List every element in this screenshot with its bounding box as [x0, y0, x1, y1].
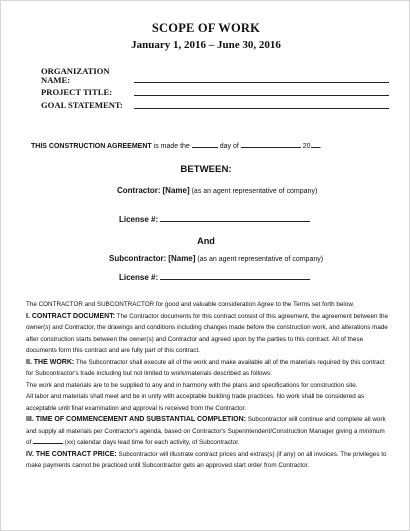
organization-label-line2: NAME:	[41, 75, 71, 85]
subcontractor-line	[109, 254, 323, 263]
section-the-work	[26, 357, 388, 380]
contractor-license-line	[119, 213, 310, 224]
section-2-paragraph-3: All labor and materials shall meet and be in unity with acceptable building trade practices. No work shall be considered as acceptable until final examination and approval is received from the Contractor.	[26, 393, 365, 412]
agreement-date-field[interactable]	[192, 140, 218, 148]
subcontractor-label: Subcontractor:	[109, 254, 167, 263]
contractor-license-field[interactable]	[160, 213, 310, 222]
section-contract-document	[26, 311, 388, 357]
project-title-field[interactable]	[134, 95, 389, 96]
section-2-heading: II. THE WORK:	[26, 358, 75, 366]
section-4-text: Subcontractor will illustrate contract prices and extras(s) (if any) on all invoices. The privileges to make payments cannot be practiced until Subcontractor gets an approved start order from Contractor.	[26, 450, 387, 469]
document-title: SCOPE OF WORK	[151, 21, 261, 35]
section-3-text-2: (xx) calendar days lead time for each activity, of Subcontractor.	[64, 439, 240, 446]
contractor-label: Contractor:	[117, 186, 161, 195]
agreement-day-text: day of	[219, 143, 239, 150]
contract-body	[26, 299, 388, 472]
section-4-heading: IV. THE CONTRACT PRICE:	[26, 450, 117, 458]
between-heading: BETWEEN:	[180, 164, 232, 175]
section-1-heading: I. CONTRACT DOCUMENT:	[26, 312, 116, 320]
contractor-license-label: License #:	[119, 215, 159, 224]
lead-days-field[interactable]	[33, 437, 63, 444]
section-3-text-1: Subcontractor will continue and complete all work and supply all materials per Contractor's agenda, based on Contractor's Superintendent/Construction Manager giving a minimum of	[26, 416, 386, 446]
goal-statement-label: GOAL STATEMENT:	[41, 100, 123, 110]
intro-paragraph: The CONTRACTOR and SUBCONTRACTOR for good and valuable consideration Agree to the Terms set forth below.	[26, 301, 355, 308]
agreement-month-field[interactable]	[241, 140, 301, 148]
goal-statement-field[interactable]	[134, 108, 389, 109]
agreement-year-field[interactable]	[311, 140, 320, 148]
section-2-text: The Subcontractor shall execute all of the work and make available all of the materials required by this contract for Subcontractor's trade including but not limited to work/materials described as follows:	[26, 358, 385, 377]
contractor-line	[117, 186, 317, 195]
section-1-text: The Contractor documents for this contract consist of this agreement, the agreement between the owner(s) and Contractor, the drawings and conditions including changes made before the construction work, and alterations made after construction starts between the owner(s) and Contractor and agreed upon by the parties to this contract. All of these documents form this contract and are fully part of this contract.	[26, 312, 388, 354]
subcontractor-note: (as an agent representative of company)	[197, 256, 324, 263]
agreement-heading: THIS CONSTRUCTION AGREEMENT	[31, 143, 152, 150]
section-3-heading: III. TIME OF COMMENCEMENT AND SUBSTANTIAL COMPLETION:	[26, 416, 246, 423]
subcontractor-license-line	[119, 271, 310, 282]
contractor-name[interactable]: [Name]	[162, 186, 190, 195]
agreement-year-text: 20	[302, 143, 311, 150]
contractor-note: (as an agent representative of company)	[191, 188, 318, 195]
document-dates: January 1, 2016 – June 30, 2016	[131, 39, 281, 51]
section-time-of-commencement	[26, 414, 388, 449]
section-contract-price	[26, 449, 388, 472]
organization-name-field[interactable]	[134, 82, 389, 83]
subcontractor-license-label: License #:	[119, 273, 159, 282]
subcontractor-name[interactable]: [Name]	[168, 254, 196, 263]
subcontractor-license-field[interactable]	[160, 271, 310, 280]
agreement-line	[31, 140, 321, 150]
project-title-label: PROJECT TITLE:	[41, 87, 113, 97]
organization-label-line1: ORGANIZATION	[41, 66, 110, 76]
section-2-paragraph-2: The work and materials are to be supplied to any and in harmony with the plans and specifications for construction site.	[26, 381, 358, 389]
agreement-made-text: is made the	[153, 143, 190, 150]
and-separator: And	[197, 236, 215, 246]
agreement-end-text: .	[319, 143, 322, 150]
